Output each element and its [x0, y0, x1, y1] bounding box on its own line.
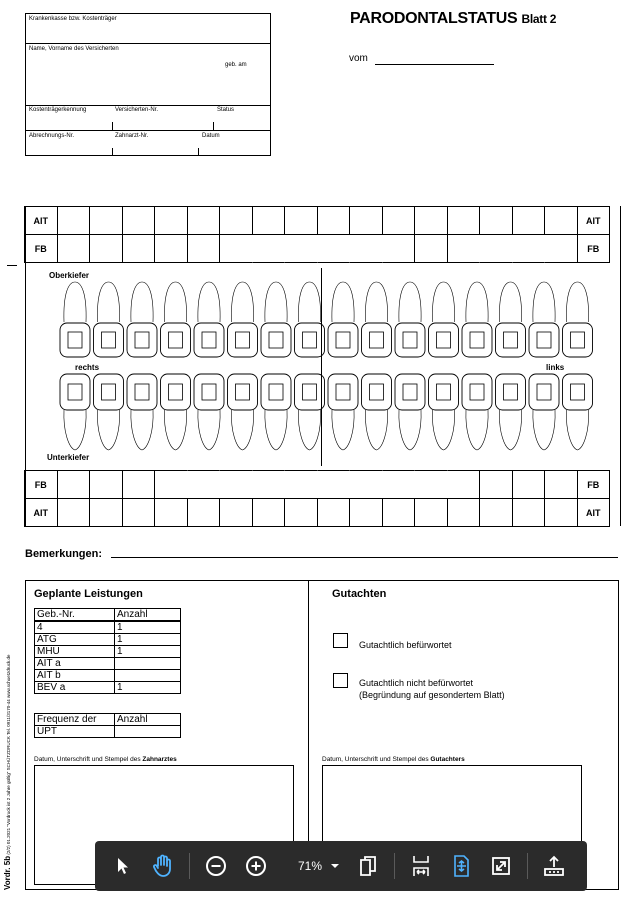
upper-tooth-crown	[127, 323, 157, 357]
lower-tooth-occlusal	[169, 384, 183, 400]
ait-tooth-cell[interactable]	[154, 498, 188, 527]
lower-tooth-root	[97, 410, 119, 450]
ait-tooth-cell[interactable]	[512, 498, 546, 527]
upper-tooth-crown	[161, 323, 191, 357]
patient-header-box	[25, 13, 271, 156]
table-cell[interactable]: 1	[115, 634, 181, 646]
lower-tooth-occlusal	[202, 384, 216, 400]
fb-tooth-cell[interactable]	[122, 470, 156, 499]
fb-label-cell: FB	[577, 470, 611, 499]
unterkiefer-label: Unterkiefer	[47, 453, 90, 462]
fb-tooth-cell[interactable]	[89, 234, 123, 263]
lower-tooth-crown	[228, 374, 258, 410]
fb-tooth-cell	[219, 470, 253, 499]
upper-tooth-occlusal	[336, 332, 350, 348]
fb-tooth-cell[interactable]	[479, 470, 513, 499]
ait-tooth-cell[interactable]	[122, 206, 156, 235]
upper-tooth-crown	[94, 323, 124, 357]
lower-tooth-occlusal	[102, 384, 116, 400]
lower-tooth-root	[566, 410, 588, 450]
fb-tooth-cell[interactable]	[187, 234, 221, 263]
pages-icon[interactable]	[348, 846, 388, 886]
lower-tooth-occlusal	[470, 384, 484, 400]
zoom-out-icon[interactable]	[196, 846, 236, 886]
ait-tooth-cell[interactable]	[414, 498, 448, 527]
ait-tooth-cell[interactable]	[252, 498, 286, 527]
ait-label-cell: AIT	[577, 498, 611, 527]
vom-label: vom	[349, 53, 368, 64]
lower-tooth-crown	[328, 374, 358, 410]
kostentraeger-label: Kostenträgerkennung	[29, 107, 87, 113]
upper-tooth-occlusal	[303, 332, 317, 348]
upper-tooth-crown	[328, 323, 358, 357]
fb-tooth-cell	[479, 234, 513, 263]
fb-tooth-cell	[447, 470, 481, 499]
lower-tooth-root	[499, 410, 521, 450]
zahnarzt-sign-label: Datum, Unterschrift und Stempel des Zahnarztes	[34, 756, 177, 763]
upper-tooth-occlusal	[102, 332, 116, 348]
upper-tooth-root	[64, 282, 86, 322]
fb-tooth-cell[interactable]	[89, 470, 123, 499]
fb-upper-row	[25, 234, 610, 263]
upper-tooth-occlusal	[68, 332, 82, 348]
status-label: Status	[217, 107, 235, 113]
abrechnungs-nr-label: Abrechnungs-Nr.	[29, 133, 75, 139]
lower-tooth-crown	[429, 374, 459, 410]
upper-tooth-occlusal	[470, 332, 484, 348]
fb-tooth-cell	[382, 470, 416, 499]
lower-tooth-occlusal	[571, 384, 585, 400]
frequenz-table	[34, 713, 181, 738]
lower-tooth-root	[399, 410, 421, 450]
ait-tooth-cell[interactable]	[382, 498, 416, 527]
lower-tooth-occlusal	[135, 384, 149, 400]
lower-tooth-crown	[94, 374, 124, 410]
upper-tooth-root	[164, 282, 186, 322]
datum-label: Datum	[202, 133, 220, 139]
ait-tooth-cell[interactable]	[317, 206, 351, 235]
ait-label-cell: AIT	[24, 206, 58, 235]
ait-tooth-cell[interactable]	[284, 498, 318, 527]
ait-tooth-cell[interactable]	[414, 206, 448, 235]
upper-tooth-root	[533, 282, 555, 322]
ait-tooth-cell[interactable]	[219, 206, 253, 235]
upper-tooth-crown	[496, 323, 526, 357]
upper-tooth-root	[566, 282, 588, 322]
lower-tooth-root	[231, 410, 253, 450]
upt-anzahl-cell[interactable]	[115, 726, 181, 738]
lower-tooth-crown	[563, 374, 593, 410]
ait-tooth-cell[interactable]	[317, 498, 351, 527]
upper-tooth-occlusal	[403, 332, 417, 348]
zoom-in-icon[interactable]	[236, 846, 276, 886]
upper-tooth-occlusal	[135, 332, 149, 348]
lower-tooth-occlusal	[236, 384, 250, 400]
ait-tooth-cell[interactable]	[447, 206, 481, 235]
fb-tooth-cell	[349, 470, 383, 499]
upper-tooth-root	[265, 282, 287, 322]
lower-tooth-crown	[127, 374, 157, 410]
ait-tooth-cell[interactable]	[219, 498, 253, 527]
upper-tooth-occlusal	[370, 332, 384, 348]
lower-tooth-root	[332, 410, 354, 450]
upper-tooth-occlusal	[236, 332, 250, 348]
gutachten-title: Gutachten	[332, 588, 387, 600]
oberkiefer-label: Oberkiefer	[49, 271, 90, 280]
fb-tooth-cell	[447, 234, 481, 263]
lower-tooth-crown	[529, 374, 559, 410]
fb-tooth-cell	[284, 234, 318, 263]
fit-page-icon[interactable]	[441, 846, 481, 886]
fb-label-cell: FB	[24, 234, 58, 263]
hand-icon[interactable]	[143, 846, 183, 886]
table-row[interactable]: AIT a	[35, 658, 115, 670]
name-label: Name, Vorname des Versicherten	[29, 46, 119, 52]
upper-tooth-root	[198, 282, 220, 322]
freq-anzahl-header: Anzahl	[115, 714, 181, 726]
upper-tooth-root	[466, 282, 488, 322]
lower-tooth-root	[432, 410, 454, 450]
lower-tooth-occlusal	[336, 384, 350, 400]
befuerwortet-label: Gutachtlich befürwortet	[359, 640, 452, 650]
ait-tooth-cell[interactable]	[349, 498, 383, 527]
fb-tooth-cell[interactable]	[122, 234, 156, 263]
lower-tooth-crown	[462, 374, 492, 410]
gutachter-sign-label: Datum, Unterschrift und Stempel des Gutachters	[322, 756, 465, 763]
ait-tooth-cell[interactable]	[544, 206, 578, 235]
upper-tooth-root	[332, 282, 354, 322]
lower-tooth-root	[164, 410, 186, 450]
lower-tooth-root	[265, 410, 287, 450]
links-label: links	[546, 363, 565, 372]
geplant-title: Geplante Leistungen	[34, 588, 143, 600]
table-row[interactable]: AIT b	[35, 670, 115, 682]
lower-tooth-root	[198, 410, 220, 450]
lower-tooth-crown	[395, 374, 425, 410]
fb-tooth-cell	[252, 470, 286, 499]
lower-tooth-occlusal	[437, 384, 451, 400]
fullscreen-icon[interactable]	[481, 846, 521, 886]
upper-tooth-crown	[261, 323, 291, 357]
fb-tooth-cell	[317, 470, 351, 499]
upper-tooth-occlusal	[537, 332, 551, 348]
lower-tooth-crown	[362, 374, 392, 410]
lower-tooth-root	[131, 410, 153, 450]
upper-tooth-crown	[228, 323, 258, 357]
fb-tooth-cell[interactable]	[414, 234, 448, 263]
befuerwortet-checkbox[interactable]	[333, 633, 348, 648]
versicherten-nr-label: Versicherten-Nr.	[115, 107, 159, 113]
ait-label-cell: AIT	[24, 498, 58, 527]
ait-tooth-cell[interactable]	[57, 498, 91, 527]
bemerkungen-line[interactable]	[111, 557, 618, 558]
upper-tooth-occlusal	[169, 332, 183, 348]
upper-tooth-crown	[295, 323, 325, 357]
fb-tooth-cell[interactable]	[57, 470, 91, 499]
upper-tooth-crown	[462, 323, 492, 357]
fb-tooth-cell[interactable]	[57, 234, 91, 263]
upper-tooth-crown	[194, 323, 224, 357]
lower-tooth-occlusal	[303, 384, 317, 400]
export-icon[interactable]	[534, 846, 574, 886]
form-title: PARODONTALSTATUS Blatt 2	[350, 10, 557, 27]
leistungen-table	[34, 608, 181, 694]
ait-tooth-cell[interactable]	[447, 498, 481, 527]
upper-tooth-crown	[362, 323, 392, 357]
begruendung-note: (Begründung auf gesondertem Blatt)	[359, 690, 505, 700]
teeth-diagram	[25, 262, 619, 470]
upper-tooth-root	[399, 282, 421, 322]
nicht-befuerwortet-label: Gutachtlich nicht befürwortet	[359, 678, 474, 688]
upper-tooth-occlusal	[269, 332, 283, 348]
upper-tooth-root	[231, 282, 253, 322]
upper-tooth-occlusal	[202, 332, 216, 348]
lower-tooth-occlusal	[269, 384, 283, 400]
fb-tooth-cell	[219, 234, 253, 263]
fb-lower-row	[25, 470, 610, 499]
side-imprint: Vordr. 5b (2/2) 01.2021 "Vordruck ist 2 Jahre gültig" SCHÜTZDRUCK Tel. 0911/3170-44 www.schuetzdruck.de	[3, 654, 12, 890]
fb-tooth-cell[interactable]	[512, 470, 546, 499]
vom-line[interactable]	[375, 64, 494, 65]
upper-tooth-root	[499, 282, 521, 322]
upper-tooth-root	[298, 282, 320, 322]
lower-tooth-crown	[60, 374, 90, 410]
ait-tooth-cell[interactable]	[382, 206, 416, 235]
fb-tooth-cell	[544, 234, 578, 263]
fb-label-cell: FB	[577, 234, 611, 263]
fb-tooth-cell	[349, 234, 383, 263]
lower-tooth-root	[298, 410, 320, 450]
fb-tooth-cell	[187, 470, 221, 499]
col-header-anzahl: Anzahl	[115, 609, 181, 622]
ait-tooth-cell[interactable]	[89, 206, 123, 235]
ait-tooth-cell[interactable]	[187, 498, 221, 527]
upper-tooth-crown	[60, 323, 90, 357]
upper-tooth-occlusal	[437, 332, 451, 348]
upper-tooth-occlusal	[571, 332, 585, 348]
table-cell[interactable]	[115, 658, 181, 670]
lower-tooth-occlusal	[68, 384, 82, 400]
fb-tooth-cell	[414, 470, 448, 499]
fb-tooth-cell	[154, 234, 188, 263]
upper-tooth-root	[131, 282, 153, 322]
lower-tooth-occlusal	[504, 384, 518, 400]
upper-tooth-crown	[429, 323, 459, 357]
lower-tooth-root	[533, 410, 555, 450]
fb-tooth-cell	[252, 234, 286, 263]
zoom-dropdown-icon[interactable]	[322, 846, 348, 886]
lower-tooth-occlusal	[403, 384, 417, 400]
ait-upper-row	[25, 206, 610, 235]
lower-tooth-crown	[261, 374, 291, 410]
ait-tooth-cell[interactable]	[349, 206, 383, 235]
table-row[interactable]: BEV a	[35, 682, 115, 694]
lower-tooth-crown	[161, 374, 191, 410]
ait-label-cell: AIT	[577, 206, 611, 235]
ait-tooth-cell[interactable]	[284, 206, 318, 235]
lower-tooth-crown	[194, 374, 224, 410]
table-row[interactable]: MHU	[35, 646, 115, 658]
table-cell[interactable]	[115, 670, 181, 682]
ait-tooth-cell[interactable]	[512, 206, 546, 235]
upper-tooth-crown	[563, 323, 593, 357]
lower-tooth-root	[365, 410, 387, 450]
ait-tooth-cell[interactable]	[544, 498, 578, 527]
zahnarzt-nr-label: Zahnarzt-Nr.	[115, 133, 149, 139]
fb-tooth-cell	[284, 470, 318, 499]
ait-tooth-cell[interactable]	[187, 206, 221, 235]
viewer-toolbar	[95, 841, 587, 891]
lower-tooth-root	[64, 410, 86, 450]
fold-mark	[7, 265, 17, 266]
table-row[interactable]: ATG	[35, 634, 115, 646]
fb-tooth-cell[interactable]	[544, 470, 578, 499]
fb-tooth-cell	[512, 234, 546, 263]
fb-tooth-cell	[317, 234, 351, 263]
upper-tooth-root	[97, 282, 119, 322]
ait-tooth-cell[interactable]	[122, 498, 156, 527]
fb-tooth-cell	[382, 234, 416, 263]
upper-tooth-crown	[529, 323, 559, 357]
fb-tooth-cell	[154, 470, 188, 499]
ait-lower-row	[25, 498, 610, 527]
ait-tooth-cell[interactable]	[479, 498, 513, 527]
ait-tooth-cell[interactable]	[89, 498, 123, 527]
fb-label-cell: FB	[24, 470, 58, 499]
bemerkungen-label: Bemerkungen:	[25, 548, 103, 560]
fit-width-icon[interactable]	[401, 846, 441, 886]
table-cell[interactable]: 1	[115, 646, 181, 658]
table-cell[interactable]: 1	[115, 621, 181, 634]
table-cell[interactable]: 1	[115, 682, 181, 694]
col-header-nr: Geb.-Nr.	[35, 609, 115, 622]
lower-tooth-occlusal	[537, 384, 551, 400]
ait-tooth-cell[interactable]	[57, 206, 91, 235]
upper-tooth-root	[365, 282, 387, 322]
rechts-label: rechts	[75, 363, 100, 372]
ait-tooth-cell[interactable]	[154, 206, 188, 235]
geb-label: geb. am	[225, 62, 247, 68]
upper-tooth-root	[432, 282, 454, 322]
lower-tooth-root	[466, 410, 488, 450]
table-row[interactable]: 4	[35, 621, 115, 634]
lower-tooth-occlusal	[370, 384, 384, 400]
ait-tooth-cell[interactable]	[479, 206, 513, 235]
nicht-befuerwortet-checkbox[interactable]	[333, 673, 348, 688]
lower-tooth-crown	[295, 374, 325, 410]
kasse-label: Krankenkasse bzw. Kostenträger	[29, 16, 117, 22]
pointer-icon[interactable]	[103, 846, 143, 886]
upt-row: UPT	[35, 726, 115, 738]
ait-tooth-cell[interactable]	[252, 206, 286, 235]
freq-header: Frequenz der	[35, 714, 115, 726]
lower-tooth-crown	[496, 374, 526, 410]
upper-tooth-occlusal	[504, 332, 518, 348]
upper-tooth-crown	[395, 323, 425, 357]
zoom-level[interactable]: 71%	[297, 859, 322, 873]
